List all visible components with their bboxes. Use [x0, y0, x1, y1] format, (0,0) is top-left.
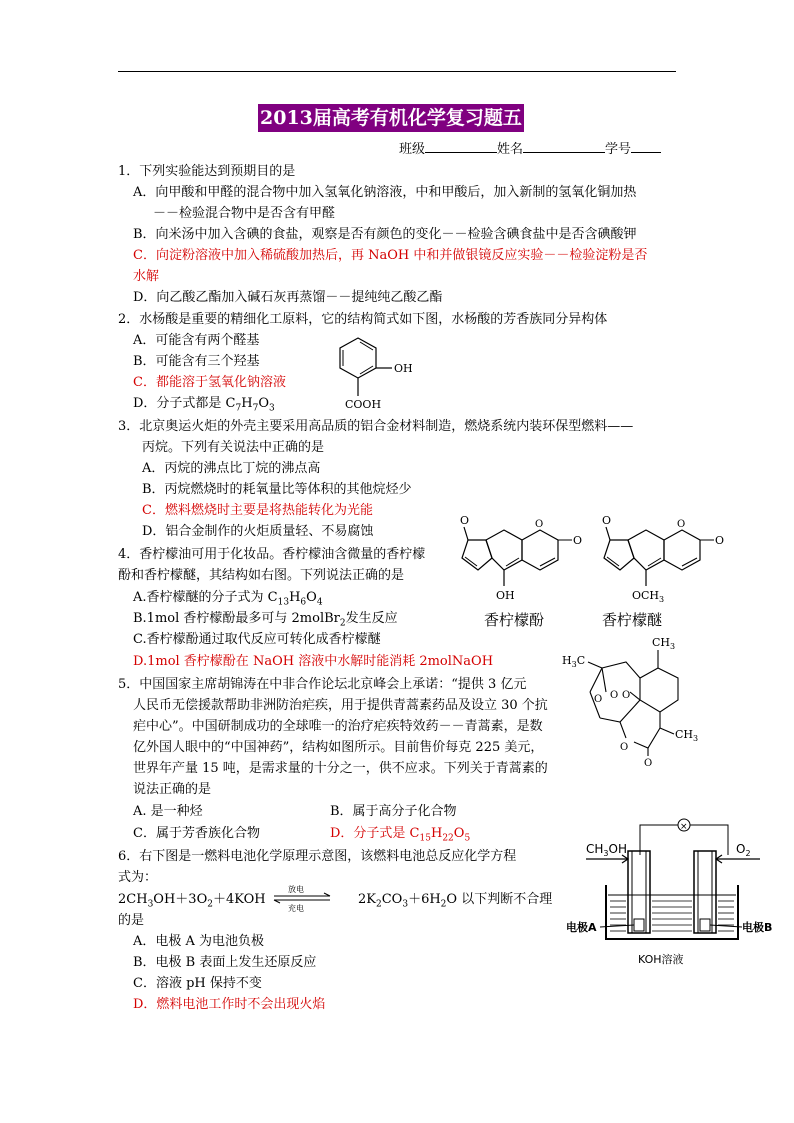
- svg-text:O: O: [573, 534, 583, 547]
- q3-stem-cont: 丙烷。下列有关说法中正确的是: [142, 440, 325, 455]
- bergaptol-label: 香柠檬酚: [484, 611, 545, 629]
- ch3oh-inlet-label: $CH_3OH$: [586, 842, 627, 858]
- q3-option-d: D．铝合金制作的火炬质量轻、不易腐蚀: [142, 524, 374, 539]
- svg-text:CH3: $CH_3$: [675, 728, 699, 743]
- q6-equation-left: $2CH_3OH+3O_2+4KOH$: [118, 892, 266, 910]
- q2-option-a: A．可能含有两个醛基: [133, 333, 260, 348]
- name-label: 姓名: [497, 142, 524, 157]
- svg-text:O: O: [460, 514, 470, 527]
- q6-option-c: C．溶液 pH 保持不变: [133, 976, 262, 991]
- q3-option-a: A．丙烷的沸点比丁烷的沸点高: [142, 461, 321, 476]
- svg-text:O: O: [677, 519, 686, 530]
- id-blank[interactable]: [631, 140, 661, 153]
- electrode-b-label: 电极B: [742, 921, 773, 934]
- q4-option-a: A.香柠檬醚的分子式为 $C_{13}H_6O_4$: [133, 590, 323, 608]
- bergapten-structure: [590, 510, 730, 635]
- equation-reversible-arrow: [272, 883, 334, 913]
- q3-option-c: C．燃料燃烧时主要是将热能转化为光能: [142, 503, 373, 518]
- o2-inlet-label: $O_2$: [736, 842, 751, 858]
- svg-text:充电: 充电: [288, 904, 304, 913]
- q3-stem: 3．北京奥运火炬的外壳主要采用高品质的铝合金材料制造，燃烧系统内装环保型燃料——: [118, 419, 634, 434]
- q4-option-b: B.1mol 香柠檬酚最多可与 2molBr$_2$发生反应: [133, 611, 398, 629]
- q2-option-d: D．分子式都是 $C_7H_7O_3$: [133, 396, 275, 414]
- bergapten-och3: $OCH_3$: [632, 589, 665, 604]
- id-label: 学号: [605, 142, 632, 157]
- class-blank[interactable]: [425, 140, 497, 153]
- q1-option-b: B．向米汤中加入含碘的食盐，观察是否有颜色的变化－－检验含碘食盐中是否含碘酸钾: [133, 227, 637, 242]
- svg-text:O: O: [610, 690, 619, 701]
- svg-text:O: O: [594, 694, 603, 705]
- svg-text:放电: 放电: [288, 885, 304, 894]
- q6-option-a: A．电极 A 为电池负极: [133, 934, 265, 949]
- q5-option-a: A. 是一种烃: [133, 804, 203, 819]
- q1-stem: 1．下列实验能达到预期目的是: [118, 164, 296, 179]
- q4-option-c: C.香柠檬酚通过取代反应可转化成香柠檬醚: [133, 632, 381, 647]
- q5-option-d: D．分子式是 $C_{15}H_{22}O_5$: [330, 826, 471, 844]
- svg-text:O: O: [602, 514, 612, 527]
- page-title: 2013届高考有机化学复习题五: [258, 104, 524, 132]
- electrode-a-label: 电极A: [566, 921, 597, 934]
- q6-stem-3: 的是: [118, 913, 145, 928]
- q6-option-d: D．燃料电池工作时不会出现火焰: [133, 997, 326, 1012]
- svg-text:O: O: [644, 758, 653, 769]
- q5-option-c: C．属于芳香族化合物: [133, 826, 260, 841]
- koh-solution-label: KOH溶液: [638, 953, 684, 966]
- q5-option-b: B．属于高分子化合物: [330, 804, 457, 819]
- q2-option-c: C．都能溶于氢氧化钠溶液: [133, 375, 286, 390]
- q6-option-b: B．电极 B 表面上发生还原反应: [133, 955, 317, 970]
- artemisinin-structure: [560, 632, 710, 772]
- fuel-cell-diagram: [566, 815, 773, 975]
- salicylic-acid-structure: [320, 330, 420, 415]
- q5-stem-6: 说法正确的是: [133, 782, 212, 797]
- q6-equation-right: $2K_2CO_3+6H_2O$ 以下判断不合理: [358, 892, 553, 910]
- q4-option-d: D.1mol 香柠檬酚在 NaOH 溶液中水解时能消耗 2molNaOH: [133, 654, 494, 669]
- q6-stem-2: 式为：: [118, 870, 158, 885]
- q5-stem-5: 世界年产量 15 吨，是需求量的十分之一，供不应求。下列关于青蒿素的: [133, 761, 548, 776]
- q5-stem-1: 5．中国国家主席胡锦涛在中非合作论坛北京峰会上承诺：“提供 3 亿元: [118, 677, 527, 692]
- q2-option-b: B．可能含有三个羟基: [133, 354, 260, 369]
- bergaptol-structure: [448, 510, 588, 635]
- bergapten-label: 香柠檬醚: [602, 611, 663, 629]
- svg-text:O: O: [620, 742, 629, 753]
- q1-option-a: A．向甲酸和甲醛的混合物中加入氢氧化钠溶液，中和甲酸后，加入新制的氢氧化铜加热: [133, 185, 637, 200]
- cooh-label: COOH: [345, 398, 382, 411]
- q5-stem-2: 人民币无偿援款帮助非洲防治疟疾，用于提供青蒿素药品及设立 30 个抗: [133, 698, 548, 713]
- svg-text:O: O: [535, 519, 544, 530]
- q4-stem-cont: 酚和香柠檬醚，其结构如右图。下列说法正确的是: [118, 568, 405, 583]
- student-info: [399, 140, 661, 159]
- svg-text:CH3: $CH_3$: [652, 636, 676, 651]
- class-label: 班级: [399, 142, 426, 157]
- q5-stem-3: 疟中心”。中国研制成功的全球唯一的治疗疟疾特效药－－青蒿素，是数: [133, 719, 543, 734]
- top-rule: [118, 71, 676, 72]
- q1-option-d: D．向乙酸乙酯加入碱石灰再蒸馏－－提纯纯乙酸乙酯: [133, 290, 443, 305]
- q1-option-a-cont: －－检验混合物中是否含有甲醛: [153, 206, 336, 221]
- q5-stem-4: 亿外国人眼中的“中国神药”，结构如图所示。目前售价每克 225 美元，: [133, 740, 544, 755]
- name-blank[interactable]: [523, 140, 605, 153]
- q3-option-b: B．丙烷燃烧时的耗氧量比等体积的其他烷烃少: [142, 482, 412, 497]
- q6-stem-1: 6．右下图是一燃料电池化学原理示意图，该燃料电池总反应化学方程: [118, 849, 517, 864]
- svg-text:O: O: [715, 534, 725, 547]
- svg-text:O: O: [622, 690, 631, 701]
- q4-stem: 4．香柠檬油可用于化妆品。香柠檬油含微量的香柠檬: [118, 547, 426, 562]
- svg-text:H3C: $H_3C$: [562, 654, 586, 669]
- q1-option-c-cont: 水解: [133, 269, 160, 284]
- bergaptol-oh: OH: [496, 589, 515, 602]
- q1-option-c: C．向淀粉溶液中加入稀硫酸加热后，再 NaOH 中和并做银镜反应实验－－检验淀粉是否: [133, 248, 648, 263]
- oh-label: OH: [394, 362, 413, 375]
- svg-text:×: ×: [680, 822, 688, 832]
- q2-stem: 2．水杨酸是重要的精细化工原料，它的结构简式如下图，水杨酸的芳香族同分异构体: [118, 312, 608, 327]
